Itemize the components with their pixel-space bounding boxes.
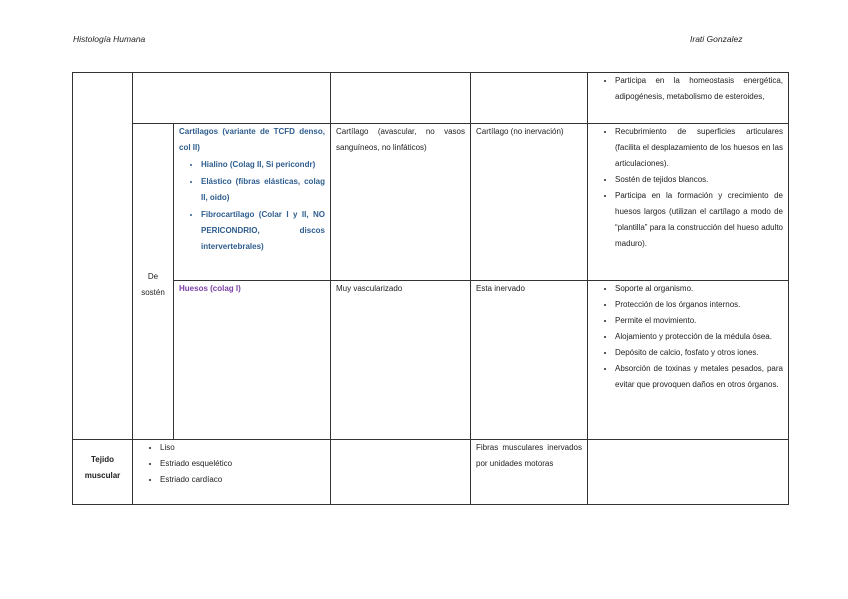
list-item: • Permite el movimiento.: [615, 313, 783, 329]
muscle-types-cell: [133, 440, 331, 505]
header-right: Irati Gonzalez: [690, 34, 743, 44]
innervation-cell: Fibras musculares inervados por unidades motoras: [471, 440, 588, 505]
empty-cell: [73, 73, 133, 440]
empty-cell: [331, 73, 471, 124]
innervation-cell: Esta inervado: [471, 281, 588, 440]
table-row: [73, 73, 789, 124]
muscle-label-line1: Tejido: [91, 455, 114, 464]
table-row: [73, 440, 789, 505]
empty-cell: [133, 73, 331, 124]
tissue-type-cell: [174, 124, 331, 281]
list-item: • Participa en la homeostasis energética, adipogénesis, metabolismo de esteroides,: [615, 73, 783, 105]
list-item: • Estriado cardíaco: [160, 472, 325, 488]
list-item: • Soporte al organismo.: [615, 281, 783, 297]
muscle-label-line2: muscular: [84, 471, 121, 480]
header-left: Histología Humana: [73, 34, 146, 44]
histology-table: [72, 72, 789, 505]
empty-cell: [471, 73, 588, 124]
vascular-cell: Cartílago (avascular, no vasos sanguíneos, no linfáticos): [331, 124, 471, 281]
empty-cell: [331, 440, 471, 505]
list-item: • Elástico (fibras elásticas, colag II, oido): [201, 174, 325, 206]
list-item: • Estriado esquelético: [160, 456, 325, 472]
empty-cell: [588, 440, 789, 505]
innervation-cell: Cartílago (no inervación): [471, 124, 588, 281]
cartilage-title: Cartílagos (variante de TCFD denso, col II): [179, 127, 325, 152]
list-item: • Sostén de tejidos blancos.: [615, 172, 783, 188]
list-item: • Recubrimiento de superficies articulares (facilita el desplazamiento de los huesos en las articulaciones).: [615, 124, 783, 172]
list-item: • Hialino (Colag II, Si pericondr): [201, 157, 325, 173]
functions-cell: [588, 73, 789, 124]
bone-title: Huesos (colag I): [179, 284, 241, 293]
list-item: • Alojamiento y protección de la médula ósea.: [615, 329, 783, 345]
table-row: [73, 281, 789, 440]
list-item: • Absorción de toxinas y metales pesados, para evitar que provoquen daños en otros órganos.: [615, 361, 783, 393]
group-label-de: De: [147, 272, 159, 281]
tissue-type-cell: [174, 281, 331, 440]
list-item: • Depósito de calcio, fosfato y otros iones.: [615, 345, 783, 361]
muscle-label-cell: [73, 440, 133, 505]
functions-cell: [588, 124, 789, 281]
table-row: [73, 124, 789, 281]
list-item: • Fibrocartílago (Colar I y II, NO PERICONDRIO, discos intervertebrales): [201, 207, 325, 255]
group-label-cell: [133, 124, 174, 440]
vascular-cell: Muy vascularizado: [331, 281, 471, 440]
functions-cell: [588, 281, 789, 440]
group-label-sosten: sostén: [141, 288, 165, 297]
list-item: • Participa en la formación y crecimiento de huesos largos (utilizan el cartílago a modo de “plantilla” para la construcción del hueso adulto maduro).: [615, 188, 783, 252]
list-item: • Protección de los órganos internos.: [615, 297, 783, 313]
list-item: • Liso: [160, 440, 325, 456]
